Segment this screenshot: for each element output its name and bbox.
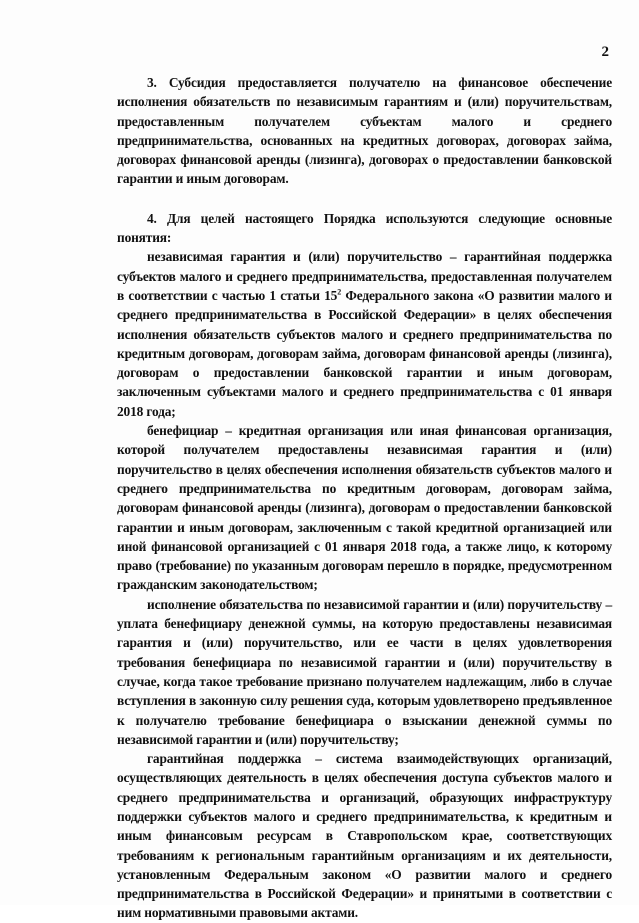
paragraph-definition-obligation: исполнение обязательства по независимой гарантии и (или) поручительству – уплата бенефициару денежной суммы, на которую предоставлены независимая гарантия и (или) поручительство, или ее части в целях удовлетворения требования бенефициара по независимой гарантии и (или) поручительству в случае, когда такое требование признано получателем надлежащим, либо в случае вступления в законную силу решения суда, которым удовлетворено предъявленное к получателю требование бенефициара о взыскании денежной суммы по независимой гарантии и (или) поручительству;: [117, 596, 612, 747]
document-body: [117, 73, 612, 923]
article-superscript: 2: [337, 287, 342, 297]
definition-guarantee-text-start: независимая гарантия и (или) поручительство – гарантийная поддержка субъектов малого и среднего предпринимательства, предоставленная получателем в соответствии с частью 1 статьи 15: [117, 249, 612, 303]
definition-guarantee-text-end: Федерального закона «О развитии малого и среднего предпринимательства в Российской Федерации» в целях обеспечения исполнения обязательств субъектов малого и среднего предпринимательства по кредитным договорам, договорам займа, договорам финансовой аренды (лизинга), договорам о предоставлении банковской гарантии и иным договорам, заключенным субъектами малого и среднего предпринимательства с 01 января 2018 года;: [117, 287, 612, 419]
paragraph-definition-support: гарантийная поддержка – система взаимодействующих организаций, осуществляющих деятельность в целях обеспечения доступа субъектов малого и среднего предпринимательства и организаций, образующих инфраструктуру поддержки субъектов малого и среднего предпринимательства, к кредитным и иным финансовым ресурсам в Ставропольском крае, соответствующих требованиям к региональным гарантийным организациям и их деятельности, установленным Федеральным законом «О развитии малого и среднего предпринимательства в Российской Федерации» и принятыми в соответствии с ним нормативными правовыми актами.: [117, 751, 612, 921]
page-number: 2: [601, 44, 609, 60]
paragraph-subsidy: 3. Субсидия предоставляется получателю на финансовое обеспечение исполнения обязательств по независимым гарантиям и (или) поручительствам, предоставленным получателем субъектам малого и среднего предпринимательства, основанных на кредитных договорах, договорах займа, договорах финансовой аренды (лизинга), договорах о предоставлении банковской гарантии и иным договорам.: [117, 75, 612, 187]
paragraph-definitions-intro: 4. Для целей настоящего Порядка используются следующие основные понятия:: [117, 210, 612, 246]
paragraph-definition-guarantee: [117, 247, 612, 421]
paragraph-definition-beneficiary: бенефициар – кредитная организация или иная финансовая организация, которой получателем предоставлены независимая гарантия и (или) поручительство в целях обеспечения исполнения обязательств субъектов малого и среднего предпринимательства по кредитным договорам, договорам займа, договорам финансовой аренды (лизинга), договорам о предоставлении банковской гарантии и иным договорам, заключенным с такой кредитной организацией или иной финансовой организацией с 01 января 2018 года, а также лицо, к которому право (требование) по указанным договорам перешло в порядке, предусмотренном гражданским законодательством;: [117, 423, 612, 593]
